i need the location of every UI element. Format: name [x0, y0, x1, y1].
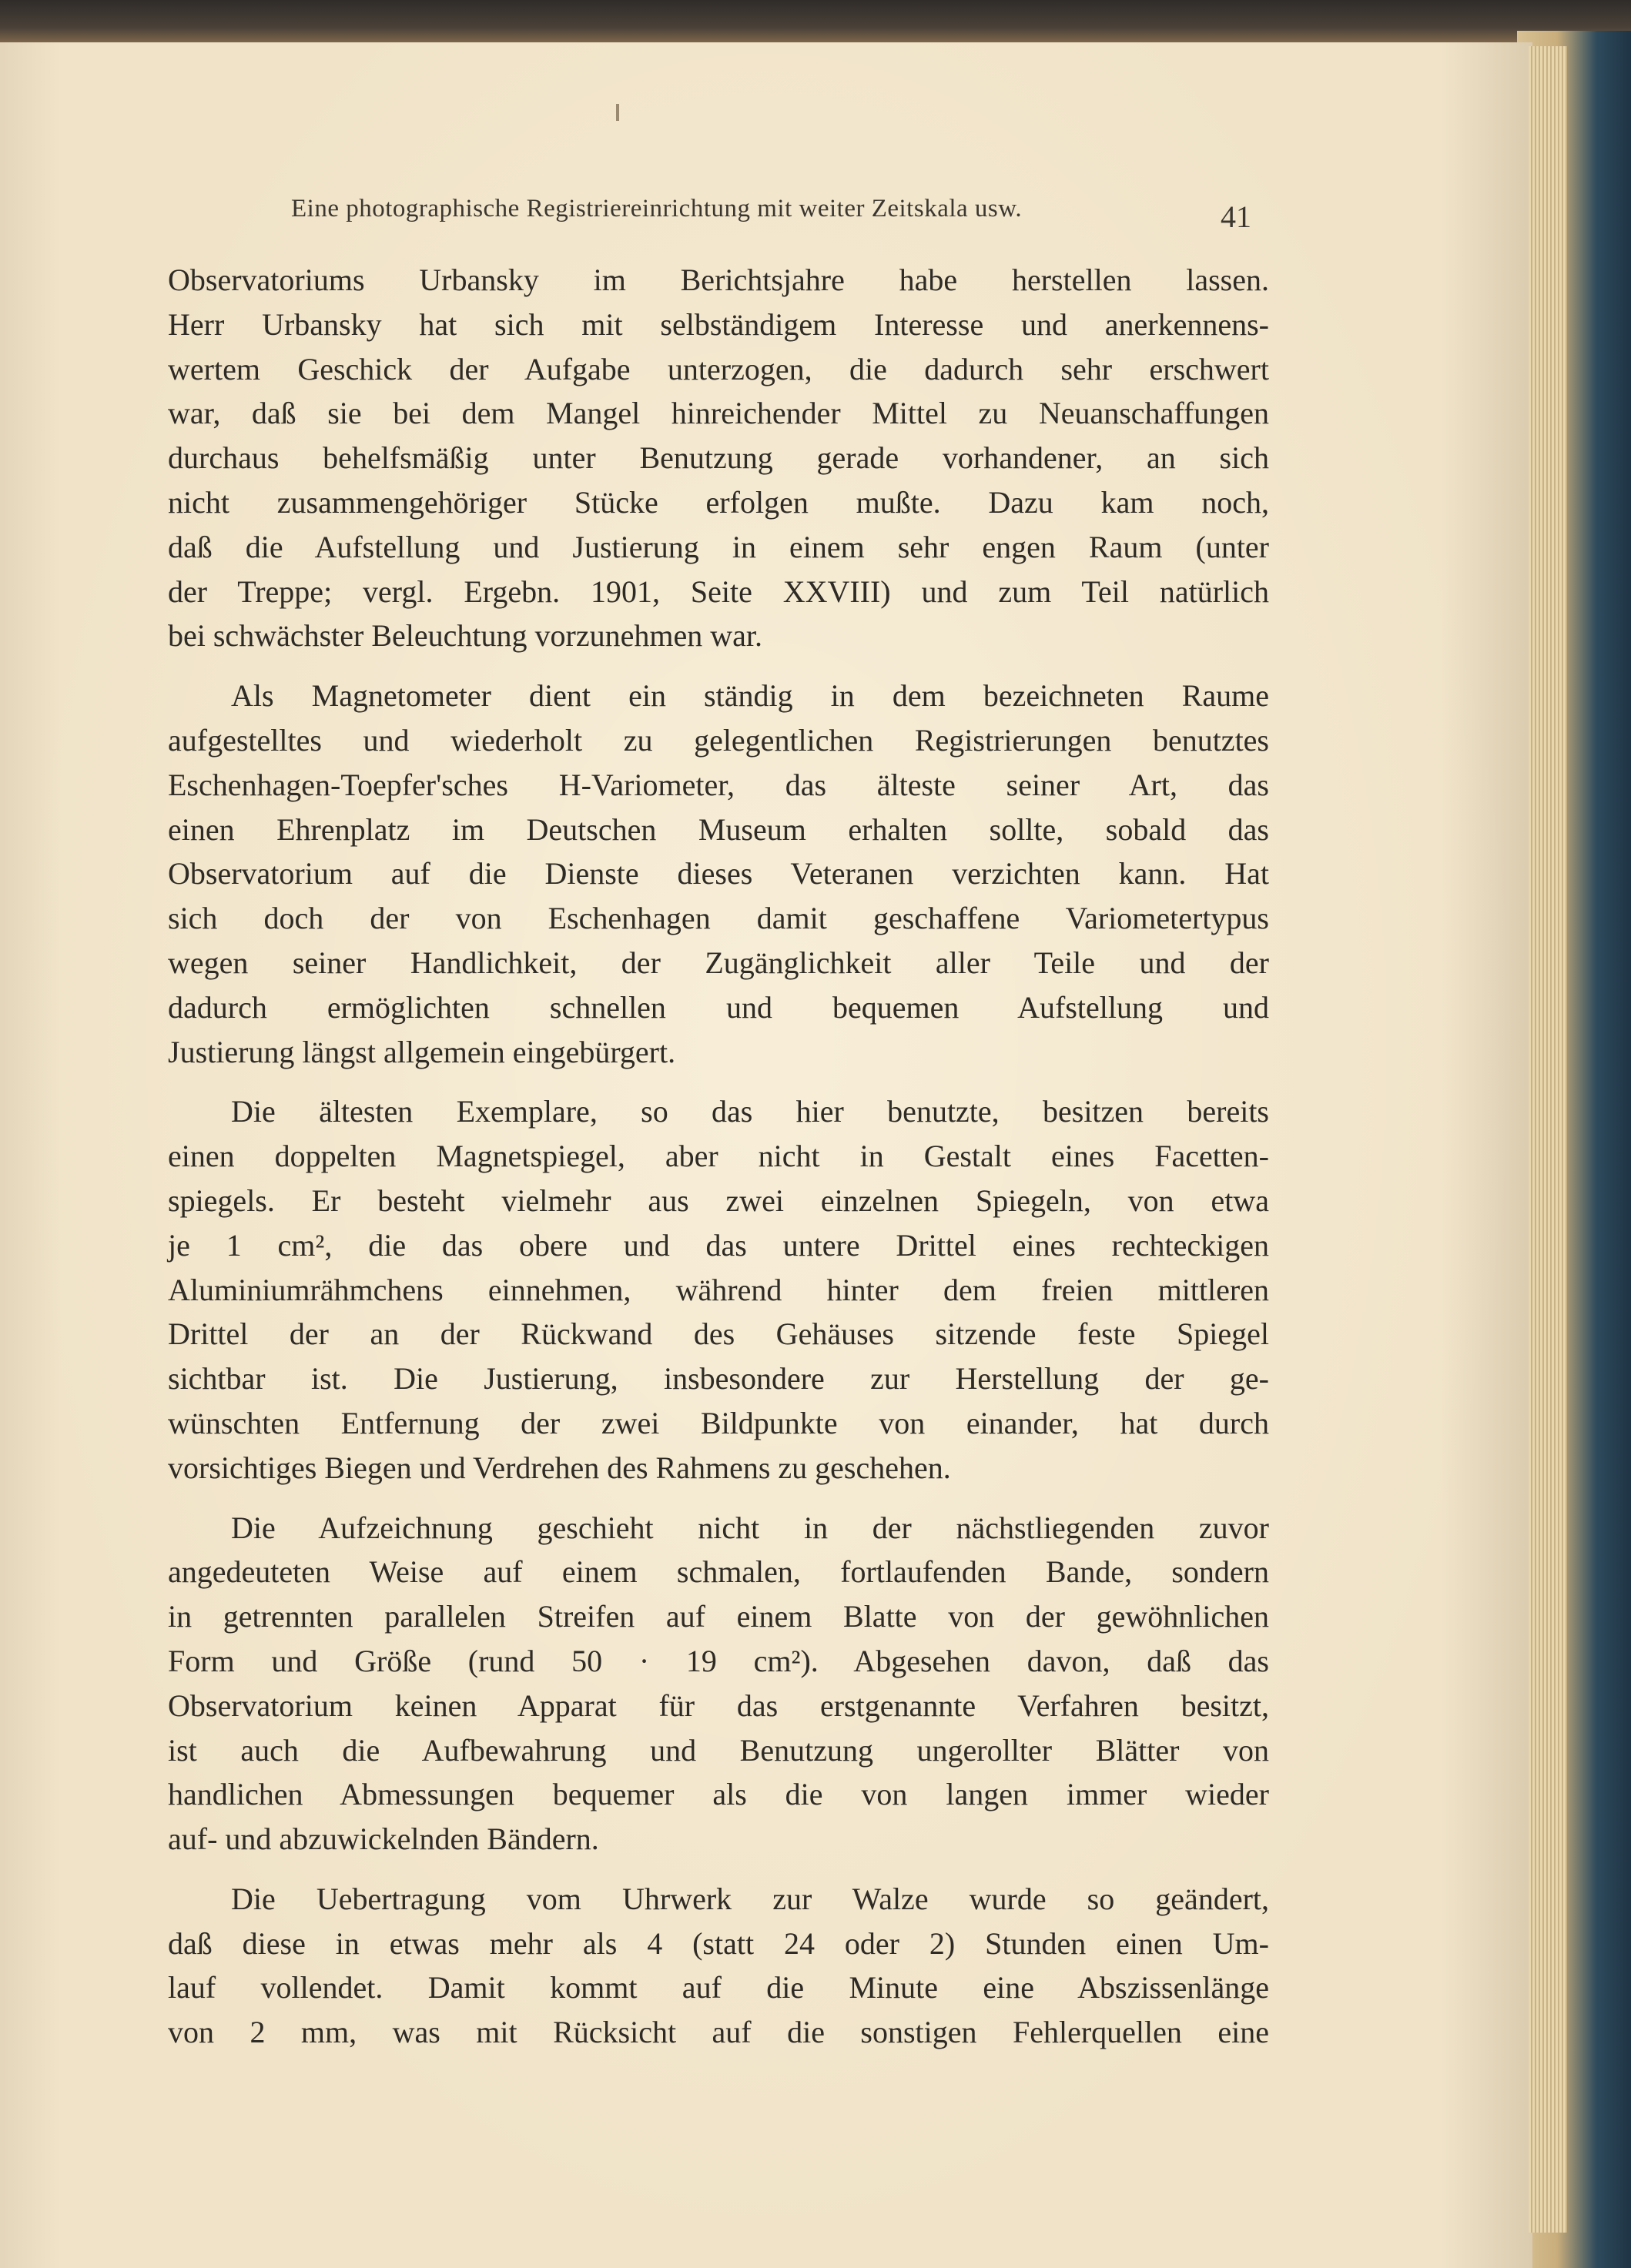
text-line: sich doch der von Eschenhagen damit geschaffene Variometertypus — [168, 901, 1269, 936]
text-line: der Treppe; vergl. Ergebn. 1901, Seite XXVIII) und zum Teil natürlich — [168, 574, 1269, 609]
text-line: einen doppelten Magnetspiegel, aber nicht in Gestalt eines Facetten- — [168, 1139, 1269, 1174]
paragraph — [168, 258, 1269, 658]
text-line: Als Magnetometer dient ein ständig in dem bezeichneten Raume — [231, 678, 1269, 714]
running-title: Eine photographische Registriereinrichtung mit weiter Zeitskala usw. — [291, 195, 1023, 222]
text-line: handlichen Abmessungen bequemer als die von langen immer wieder — [168, 1777, 1269, 1812]
text-line: Die ältesten Exemplare, so das hier benutzte, besitzen bereits — [231, 1094, 1269, 1129]
text-line: bei schwächster Beleuchtung vorzunehmen war. — [168, 618, 762, 654]
text-line: durchaus behelfsmäßig unter Benutzung gerade vorhandener, an sich — [168, 440, 1269, 476]
text-line: Eschenhagen-Toepfer'sches H-Variometer, das älteste seiner Art, das — [168, 767, 1269, 802]
text-line: von 2 mm, was mit Rücksicht auf die sonstigen Fehlerquellen eine — [168, 2015, 1269, 2050]
text-line: daß die Aufstellung und Justierung in einem sehr engen Raum (unter — [168, 529, 1269, 564]
text-line: wertem Geschick der Aufgabe unterzogen, die dadurch sehr erschwert — [168, 351, 1269, 386]
text-line: Die Uebertragung vom Uhrwerk zur Walze wurde so geändert, — [231, 1881, 1269, 1916]
book-binding-top — [0, 0, 1631, 46]
paragraph — [168, 1877, 1269, 2055]
text-line: Observatorium keinen Apparat für das erstgenannte Verfahren besitzt, — [168, 1688, 1269, 1723]
text-line: wegen seiner Handlichkeit, der Zugänglichkeit aller Teile und der — [168, 945, 1269, 980]
text-line: ist auch die Aufbewahrung und Benutzung ungerollter Blätter von — [168, 1732, 1269, 1768]
text-line: aufgestelltes und wiederholt zu gelegentlichen Registrierungen benutztes — [168, 722, 1269, 758]
text-line: lauf vollendet. Damit kommt auf die Minute eine Abszissenlänge — [168, 1970, 1269, 2005]
text-line: spiegels. Er besteht vielmehr aus zwei einzelnen Spiegeln, von etwa — [168, 1183, 1269, 1218]
text-line: Die Aufzeichnung geschieht nicht in der nächstliegenden zuvor — [231, 1510, 1269, 1545]
page-stack-edge — [1529, 46, 1567, 2233]
text-line: je 1 cm², die das obere und das untere Drittel eines rechteckigen — [168, 1227, 1269, 1263]
page-number: 41 — [1221, 199, 1251, 234]
text-line: war, daß sie bei dem Mangel hinreichender Mittel zu Neuanschaffungen — [168, 396, 1269, 431]
text-line: nicht zusammengehöriger Stücke erfolgen mußte. Dazu kam noch, — [168, 484, 1269, 520]
text-line: daß diese in etwas mehr als 4 (statt 24 oder 2) Stunden einen Um- — [168, 1925, 1269, 1961]
text-line: vorsichtiges Biegen und Verdrehen des Rahmens zu geschehen. — [168, 1450, 951, 1485]
text-line: einen Ehrenplatz im Deutschen Museum erhalten sollte, sobald das — [168, 811, 1269, 847]
text-line: Herr Urbansky hat sich mit selbständigem Interesse und anerkennens- — [168, 306, 1269, 342]
text-line: sichtbar ist. Die Justierung, insbesondere zur Herstellung der ge- — [168, 1361, 1269, 1397]
paragraph — [168, 1089, 1269, 1490]
text-line: in getrennten parallelen Streifen auf einem Blatte von der gewöhnlichen — [168, 1599, 1269, 1634]
text-line: Observatoriums Urbansky im Berichtsjahre habe herstellen lassen. — [168, 263, 1269, 297]
text-line: Justierung längst allgemein eingebürgert. — [168, 1034, 676, 1069]
text-line: Observatorium auf die Dienste dieses Veteranen verzichten kann. Hat — [168, 856, 1269, 891]
text-line: Aluminiumrähmchens einnehmen, während hinter dem freien mittleren — [168, 1272, 1269, 1307]
text-line: Form und Größe (rund 50 · 19 cm²). Abgesehen davon, daß das — [168, 1643, 1269, 1678]
text-line: auf- und abzuwickelnden Bändern. — [168, 1821, 599, 1857]
text-line: dadurch ermöglichten schnellen und bequemen Aufstellung und — [168, 989, 1269, 1025]
text-line: Drittel der an der Rückwand des Gehäuses sitzende feste Spiegel — [168, 1316, 1269, 1352]
paragraph — [168, 674, 1269, 1074]
text-line: angedeuteten Weise auf einem schmalen, fortlaufenden Bande, sondern — [168, 1554, 1269, 1590]
page-mark — [616, 104, 619, 121]
paragraph — [168, 1506, 1269, 1862]
body-text — [168, 258, 1269, 2055]
text-line: wünschten Entfernung der zwei Bildpunkte von einander, hat durch — [168, 1405, 1269, 1440]
